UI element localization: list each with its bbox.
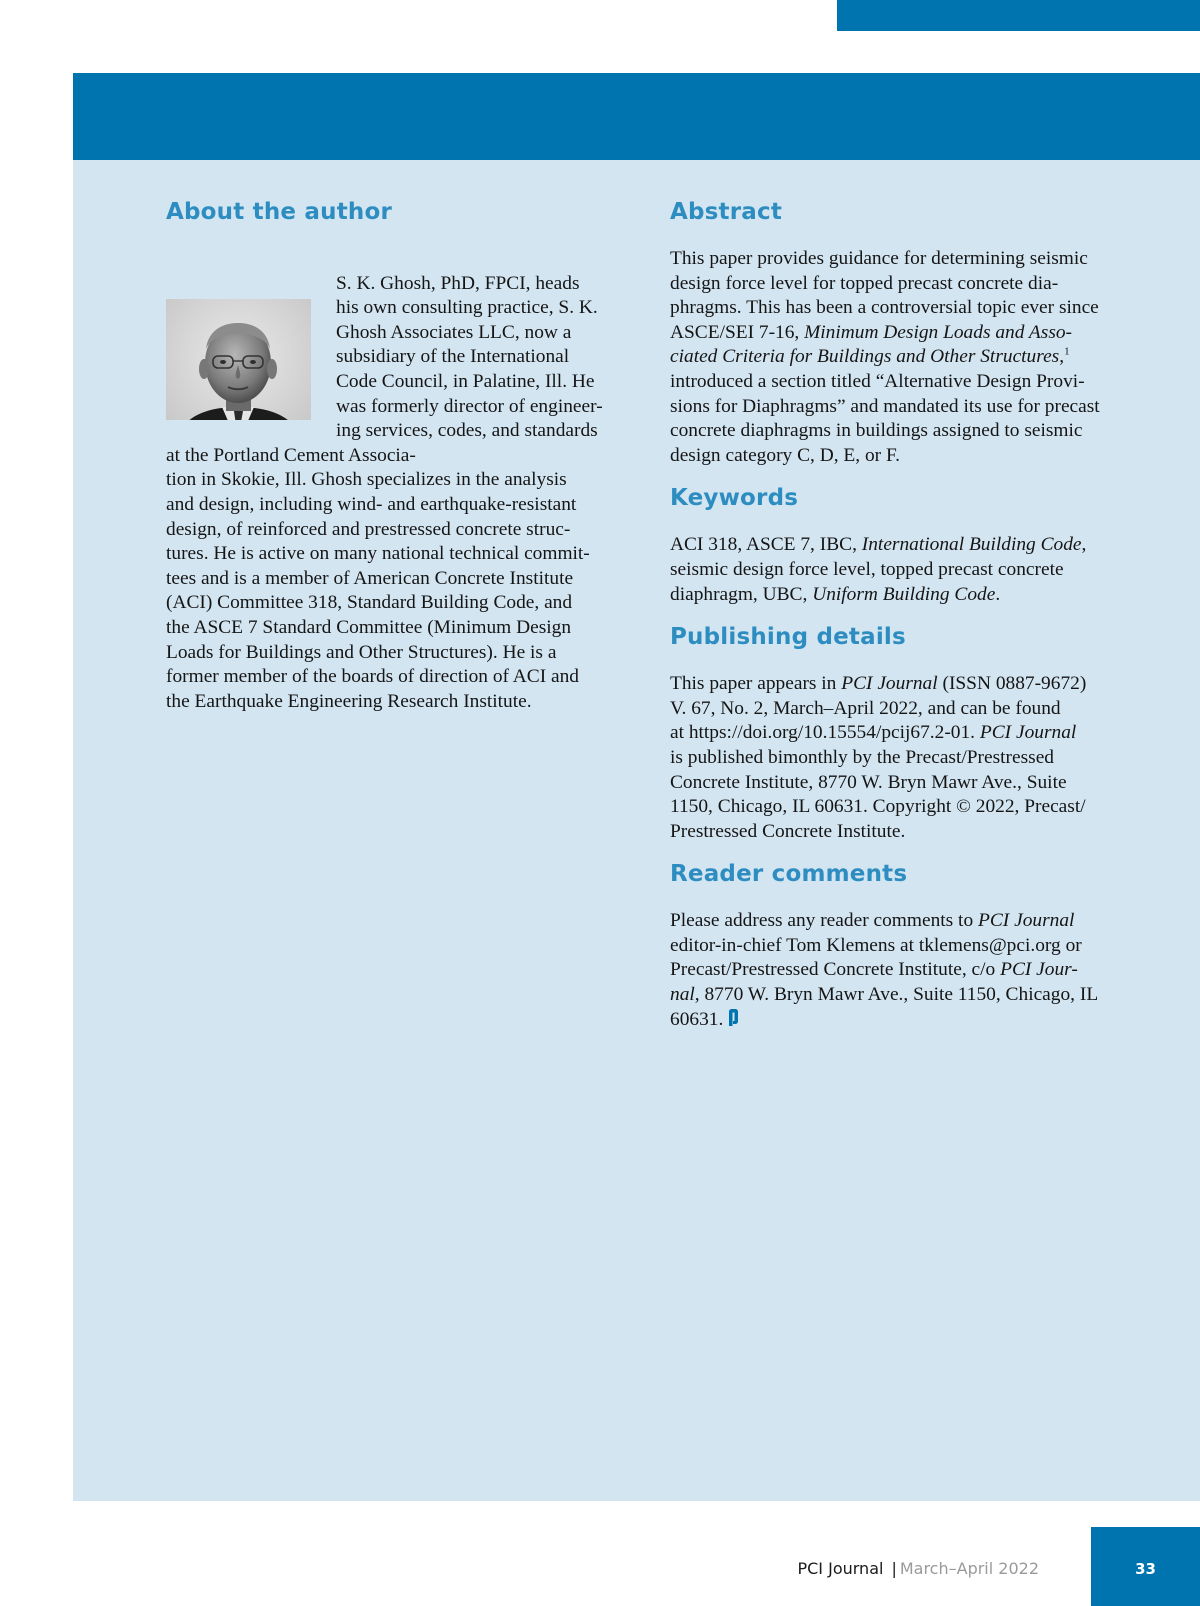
footer-separator: | [891,1559,897,1578]
page-number-box [1091,1527,1200,1606]
abstract-comma: , [1059,346,1065,368]
about-author-heading: About the author [166,199,393,225]
author-bio-continued: tion in Skokie, Ill. Ghosh specializes in the analysis and design, including wind- and earthquake-resistant design, of reinforced and prestressed concrete struc- tures. He is active on many national technical commit- tees and is a member of American Concrete Institute (ACI) Committee 318, Standard Building Code, and the ASCE 7 Standard Committee (Minimum Design Loads for Buildings and Other Structures). He is a former member of the boards of direction of ACI and the Earthquake Engineering Research Institute. [166,469,590,712]
keyword-ubc: Uniform Building Code [812,583,996,605]
comments-heading: Reader comments [670,861,908,888]
details-column [670,197,1130,1032]
pci-end-mark-icon [728,1009,739,1026]
page-number: 33 [1135,1560,1156,1578]
keywords-part-3: . [995,583,1001,605]
publishing-heading: Publishing details [670,624,906,651]
publishing-text [670,672,1130,844]
abstract-heading: Abstract [670,199,783,225]
article-info-panel [73,73,1200,1501]
comments-part-3: , 8770 W. Bryn Mawr Ave., Suite 1150, Chicago, IL 60631. [670,984,1099,1030]
comments-text [670,909,1130,1032]
keywords-text [670,533,1130,607]
panel-header-bar [73,73,1200,160]
footer-journal-name: PCI Journal [797,1559,884,1578]
keywords-part-2: , seismic design force level, topped precast concrete diaphragm, UBC, [670,534,1087,605]
author-bio [166,247,611,714]
abstract-text [670,247,1130,468]
publishing-part-2[interactable]: (ISSN 0887-9672) V. 67, No. 2, March–April 2022, and can be found at https://doi.org/10.15554/pcij67.2-01. [670,673,1087,744]
page-footer [797,1559,1039,1579]
keywords-part-1: ACI 318, ASCE 7, IBC, [670,534,862,556]
author-photo [166,275,311,420]
abstract-text-end: introduced a section titled “Alternative Design Provi- sions for Diaphragms” and mandated its use for precast concrete diaphragms in buildings assigned to seismic design category C, D, E, or F. [670,370,1100,466]
journal-name-2: PCI Journal [979,722,1077,744]
publishing-part-1: This paper appears in [670,673,842,695]
top-color-tab [837,0,1200,31]
keyword-ibc: International Building Code [861,534,1082,556]
comments-part-1: Please address any reader comments to [670,910,978,932]
author-bio-wrapped: S. K. Ghosh, PhD, FPCI, heads his own consulting practice, S. K. Ghosh Associates LLC, now a subsidiary of the International Code Council, in Palatine, Ill. He was formerly director of engineer- ing services, codes, and standards at the Portland Cement Associa- [166,272,603,466]
keywords-heading: Keywords [670,485,799,512]
author-column [166,197,611,714]
journal-name-1: PCI Journal [841,673,938,695]
journal-name-4: PCI Jour- nal [670,959,1078,1006]
footer-issue-date: March–April 2022 [899,1559,1039,1578]
abstract-text-start: This paper provides guidance for determining seismic design force level for topped precast concrete dia- phragms. This has been a controversial topic ever since ASCE/SEI 7-16, [670,248,1099,343]
journal-name-3: PCI Journal [978,910,1075,932]
publishing-part-3: is published bimonthly by the Precast/Prestressed Concrete Institute, 8770 W. Bryn Mawr Ave., Suite 1150, Chicago, IL 60631. Copyright © 2022, Precast/ Prestressed Concrete Institute. [670,746,1086,842]
comments-part-2[interactable]: editor-in-chief Tom Klemens at tklemens@pci.org or Precast/Prestressed Concrete Institute, c/o [670,934,1082,981]
footnote-reference[interactable]: 1 [1064,345,1070,358]
standard-title: Minimum Design Loads and Asso- ciated Criteria for Buildings and Other Structures [670,321,1073,368]
